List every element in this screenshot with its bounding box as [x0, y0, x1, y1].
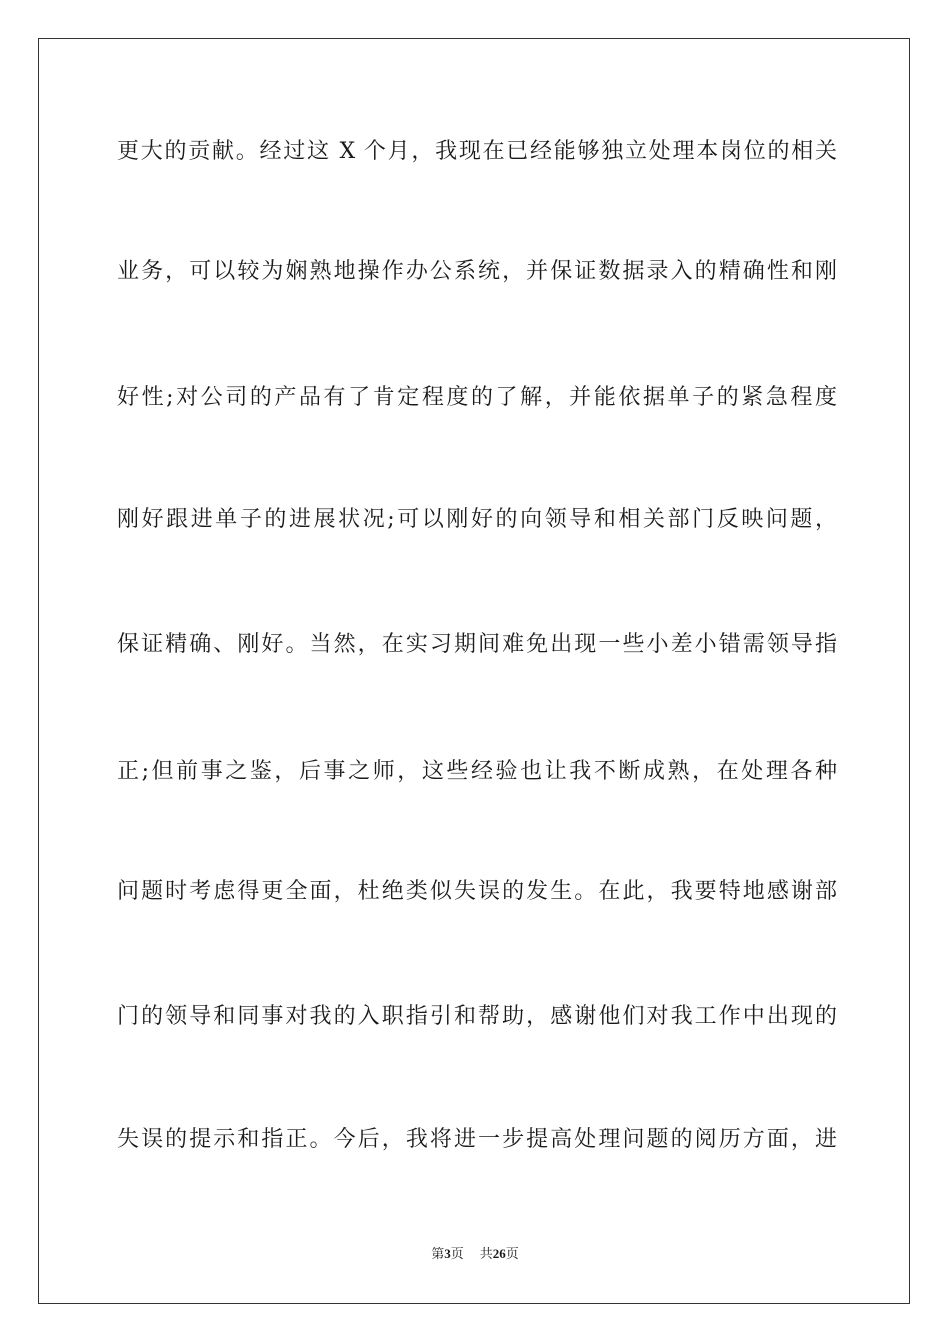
text-line: 门的领导和同事对我的入职指引和帮助，感谢他们对我工作中出现的 — [117, 1004, 837, 1029]
text-line: 更大的贡献。经过这 X 个月，我现在已经能够独立处理本岗位的相关 — [117, 139, 837, 164]
page-number: 3 — [444, 1246, 451, 1261]
text-line: 失误的提示和指正。今后，我将进一步提高处理问题的阅历方面，进 — [117, 1127, 837, 1152]
total-pages: 26 — [492, 1246, 506, 1261]
total-prefix: 共 — [479, 1247, 493, 1262]
text-line: 业务，可以较为娴熟地操作办公系统，并保证数据录入的精确性和刚 — [117, 259, 837, 284]
text-line: 保证精确、刚好。当然，在实习期间难免出现一些小差小错需领导指 — [117, 632, 837, 657]
text-line: 正;但前事之鉴，后事之师，这些经验也让我不断成熟，在处理各种 — [117, 759, 837, 784]
page-suffix: 页 — [450, 1247, 464, 1262]
page-prefix: 第 — [431, 1247, 445, 1262]
page-footer — [0, 1245, 950, 1264]
text-line: 刚好跟进单子的进展状况;可以刚好的向领导和相关部门反映问题， — [117, 507, 837, 532]
text-line: 问题时考虑得更全面，杜绝类似失误的发生。在此，我要特地感谢部 — [117, 879, 837, 904]
text-line: 好性;对公司的产品有了肯定程度的了解，并能依据单子的紧急程度 — [117, 385, 837, 410]
page-border — [38, 38, 910, 1304]
total-suffix: 页 — [505, 1247, 519, 1262]
